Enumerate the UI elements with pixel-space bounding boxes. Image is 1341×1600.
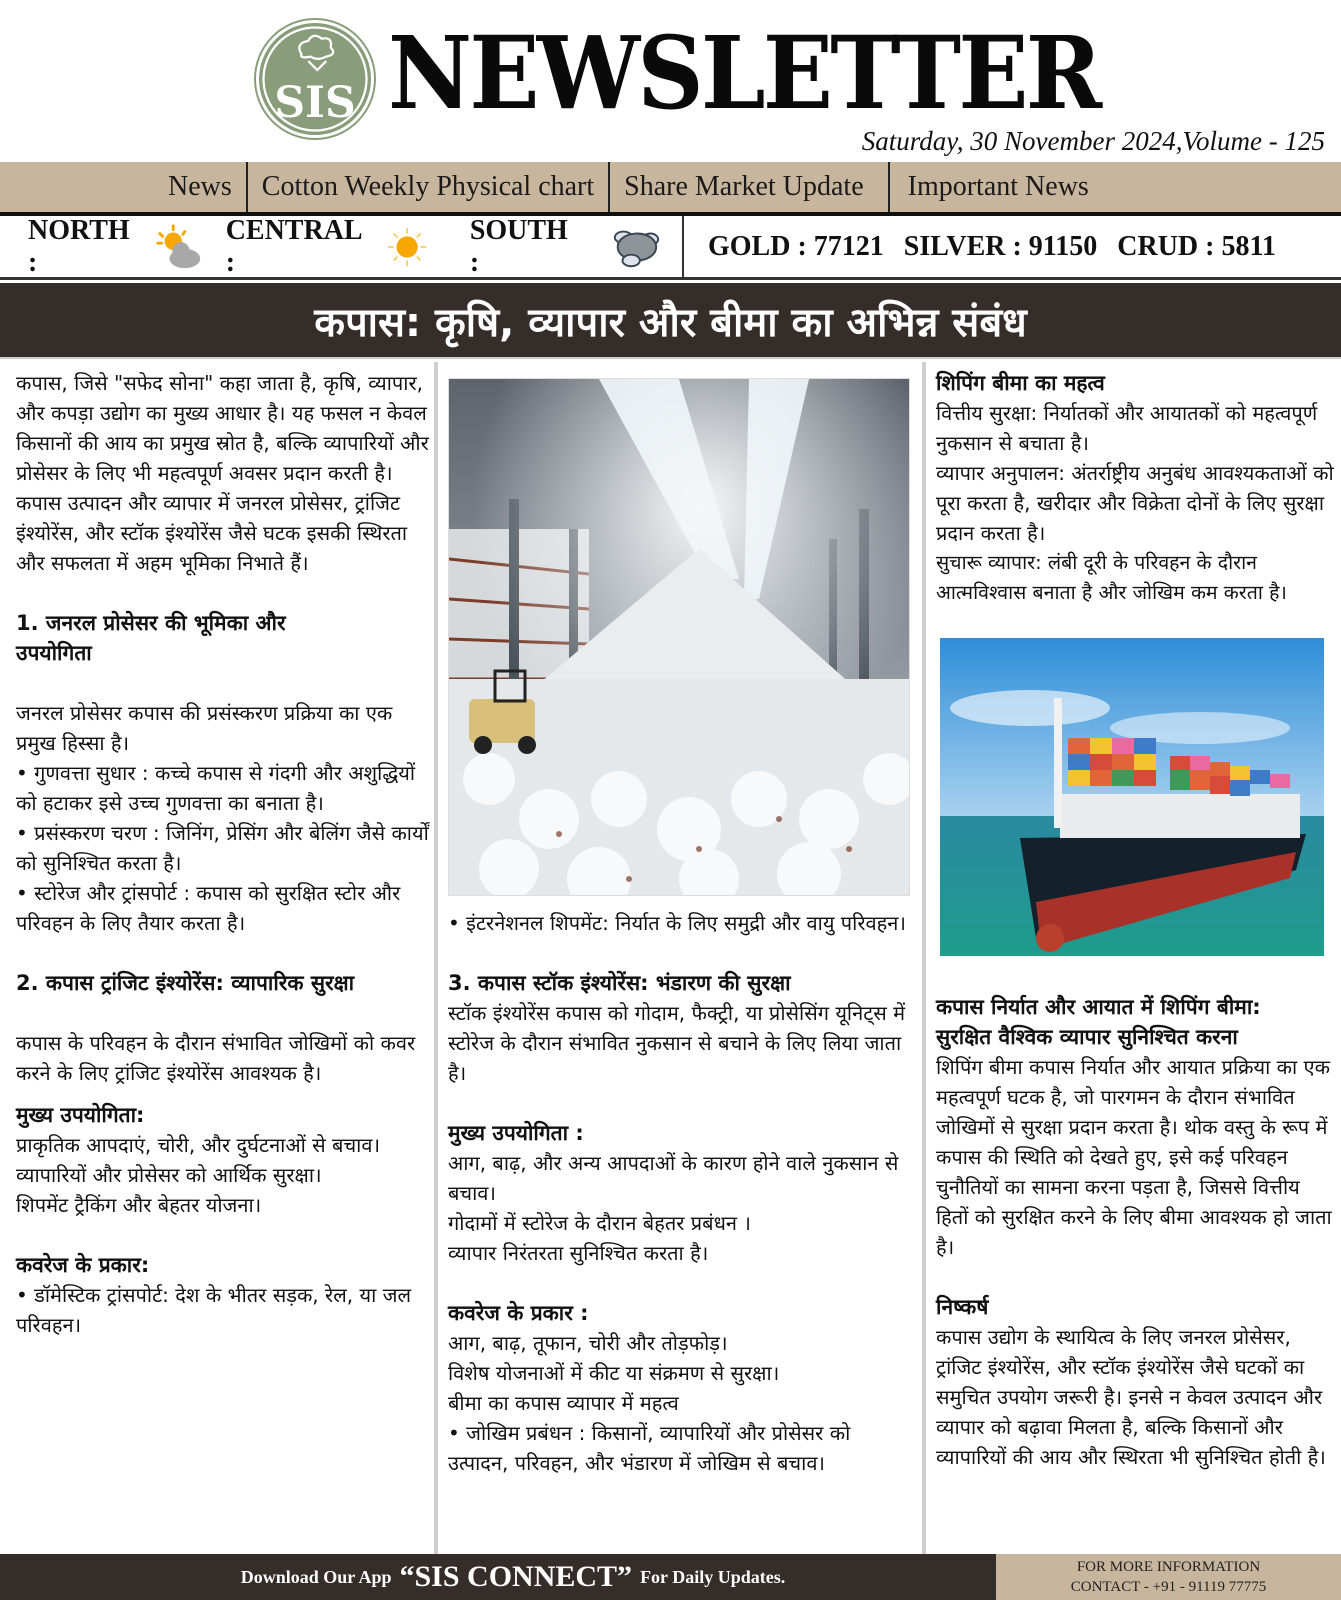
nav-item-important-news[interactable]: Important News <box>907 171 1089 202</box>
weather-south-label: SOUTH : <box>469 214 568 278</box>
uses-heading: मुख्य उपयोगिता : <box>448 1121 584 1145</box>
sunny-icon <box>384 223 434 271</box>
svg-text:SIS: SIS <box>274 78 356 129</box>
bullet-item: • गुणवत्ता सुधार : कच्चे कपास से गंदगी और अशुद्धियों को हटाकर इसे उच्च गुणवत्ता का बनाता है। <box>16 761 416 815</box>
bullet-item: • प्रसंस्करण चरण : जिनिंग, प्रेसिंग और बेलिंग जैसे कार्यों को सुनिश्चित करता है। <box>16 821 429 875</box>
gold-price: GOLD : 77121 <box>708 230 884 262</box>
app-promo <box>0 1554 996 1600</box>
section-2-heading: 2. कपास ट्रांजिट इंश्योरेंस: व्यापारिक सुरक्षा <box>16 971 355 995</box>
contact-number[interactable]: CONTACT - +91 - 91119 77775 <box>1070 1579 1267 1595</box>
list-item: शिपमेंट ट्रैकिंग और बेहतर योजना। <box>16 1193 262 1217</box>
section-3-body: स्टॉक इंश्योरेंस कपास को गोदाम, फैक्ट्री, या प्रोसेसिंग यूनिट्स में स्टोरेज के दौरान संभावित नुकसान से बचाने के लिए लिया जाता है। <box>448 1001 906 1085</box>
bullet-item: • डॉमेस्टिक ट्रांसपोर्ट: देश के भीतर सड़क, रेल, या जल परिवहन। <box>16 1283 412 1337</box>
list-item: व्यापार निरंतरता सुनिश्चित करता है। <box>448 1241 709 1265</box>
intro-paragraph: कपास, जिसे "सफेद सोना" कहा जाता है, कृषि, व्यापार, और कपड़ा उद्योग का मुख्य आधार है। यह फसल न केवल किसानों की आय का प्रमुख स्रोत है, बल्कि व्यापारियों और प्रोसेसर के लिए भी महत्वपूर्ण अवसर प्रदान करती है। कपास उत्पादन और व्यापार में जनरल प्रोसेसर, ट्रांजिट इंश्योरेंस, और स्टॉक इंश्योरेंस जैसे घटक इसकी स्थिरता और सफलता में अहम भूमिका निभाते हैं। <box>16 371 429 575</box>
cotton-logo-icon <box>259 23 371 135</box>
list-item: व्यापारियों और प्रोसेसर को आर्थिक सुरक्षा। <box>16 1163 322 1187</box>
cloudy-icon <box>610 223 660 271</box>
contact-info <box>996 1554 1341 1600</box>
nav-item-share-market[interactable]: Share Market Update <box>610 162 889 212</box>
section-1-body: जनरल प्रोसेसर कपास की प्रसंस्करण प्रक्रिया का एक प्रमुख हिस्सा है। <box>16 701 393 755</box>
bullet-item: • स्टोरेज और ट्रांसपोर्ट : कपास को सुरक्षित स्टोर और परिवहन के लिए तैयार करता है। <box>16 881 401 935</box>
dateline: Saturday, 30 November 2024,Volume - 125 <box>861 126 1325 156</box>
promo-post: For Daily Updates. <box>640 1566 786 1587</box>
list-item: विशेष योजनाओं में कीट या संक्रमण से सुरक्षा। <box>448 1361 780 1385</box>
coverage-heading: कवरेज के प्रकार : <box>448 1301 589 1325</box>
weather-north-label: NORTH : <box>28 214 130 278</box>
weather-section <box>0 216 684 277</box>
list-item: बीमा का कपास व्यापार में महत्व <box>448 1391 679 1415</box>
crud-price: CRUD : 5811 <box>1117 230 1276 262</box>
list-item: व्यापार अनुपालन: अंतर्राष्ट्रीय अनुबंध आवश्यकताओं को पूरा करता है, खरीदार और विक्रेता दोनों के लिए सुरक्षा प्रदान करता है। <box>936 461 1334 545</box>
promo-pre: Download Our App <box>240 1566 392 1587</box>
left-column <box>16 362 430 1554</box>
nav-item-news[interactable]: News <box>154 162 248 212</box>
cotton-warehouse-image <box>448 378 910 896</box>
nav-bar <box>0 162 1341 216</box>
middle-column <box>448 362 912 1554</box>
shipping-insurance-heading: शिपिंग बीमा का महत्व <box>936 371 1105 395</box>
weather-central-label: CENTRAL : <box>225 214 362 278</box>
section-2-body: कपास के परिवहन के दौरान संभावित जोखिमों को कवर करने के लिए ट्रांजिट इंश्योरेंस आवश्यक है। <box>16 1031 416 1085</box>
export-import-body: शिपिंग बीमा कपास निर्यात और आयात प्रक्रिया का एक महत्वपूर्ण घटक है, जो पारगमन के दौरान संभावित जोखिमों से सुरक्षा प्रदान करता है। थोक वस्तु के रूप में कपास की स्थिति को देखते हुए, इसे कई परिवहन चुनौतियों का सामना करना पड़ता है, जिससे वित्तीय हितों को सुरक्षित करने के लिए बीमा आवश्यक हो जाता है। <box>936 1055 1332 1259</box>
app-name[interactable]: “SIS CONNECT” <box>399 1560 633 1593</box>
newsletter-title: NEWSLETTER <box>388 14 1100 132</box>
commodity-prices <box>684 231 1296 263</box>
column-divider <box>434 362 438 1554</box>
section-1-heading: 1. जनरल प्रोसेसर की भूमिका और उपयोगिता <box>16 611 286 665</box>
list-item: वित्तीय सुरक्षा: निर्यातकों और आयातकों को महत्वपूर्ण नुकसान से बचाता है। <box>936 401 1318 455</box>
list-item: सुचारू व्यापार: लंबी दूरी के परिवहन के दौरान आत्मविश्वास बनाता है और जोखिम कम करता है। <box>936 551 1287 604</box>
uses-heading: मुख्य उपयोगिता: <box>16 1103 145 1127</box>
footer <box>0 1554 1341 1600</box>
coverage-heading: कवरेज के प्रकार: <box>16 1253 150 1277</box>
bullet-item: • जोखिम प्रबंधन : किसानों, व्यापारियों और प्रोसेसर को उत्पादन, परिवहन, और भंडारण में जोखिम से बचाव। <box>448 1421 851 1475</box>
list-item: प्राकृतिक आपदाएं, चोरी, और दुर्घटनाओं से बचाव। <box>16 1133 381 1157</box>
bullet-item: • इंटरनेशनल शिपमेंट: निर्यात के लिए समुद्री और वायु परिवहन। <box>448 911 906 935</box>
info-bar <box>0 216 1341 280</box>
main-headline: कपास: कृषि, व्यापार और बीमा का अभिन्न संबंध <box>0 283 1341 359</box>
more-info-label: FOR MORE INFORMATION <box>1076 1559 1261 1575</box>
partly-cloudy-icon <box>154 223 204 271</box>
nav-item-cotton-chart[interactable]: Cotton Weekly Physical chart <box>248 162 610 212</box>
silver-price: SILVER : 91150 <box>903 230 1098 262</box>
conclusion-body: कपास उद्योग के स्थायित्व के लिए जनरल प्रोसेसर, ट्रांजिट इंश्योरेंस, और स्टॉक इंश्योरेंस जैसे घटकों का समुचित उपयोग जरूरी है। इनसे न केवल उत्पादन और व्यापार को बढ़ावा मिलता है, बल्कि किसानों और व्यापारियों की आय और स्थिरता भी सुनिश्चित होती है। <box>936 1325 1326 1469</box>
column-divider <box>922 362 926 1554</box>
list-item: आग, बाढ़, तूफान, चोरी और तोड़फोड़। <box>448 1331 728 1355</box>
sis-logo <box>256 20 374 138</box>
container-ship-image <box>940 638 1324 956</box>
right-column <box>936 362 1336 1554</box>
list-item: आग, बाढ़, और अन्य आपदाओं के कारण होने वाले नुकसान से बचाव। <box>448 1151 899 1205</box>
export-import-heading: कपास निर्यात और आयात में शिपिंग बीमा: सुरक्षित वैश्विक व्यापार सुनिश्चित करना <box>936 995 1261 1049</box>
list-item: गोदामों में स्टोरेज के दौरान बेहतर प्रबंधन । <box>448 1211 751 1235</box>
section-3-heading: 3. कपास स्टॉक इंश्योरेंस: भंडारण की सुरक्षा <box>448 971 791 995</box>
conclusion-heading: निष्कर्ष <box>936 1295 989 1319</box>
masthead <box>0 0 1341 160</box>
